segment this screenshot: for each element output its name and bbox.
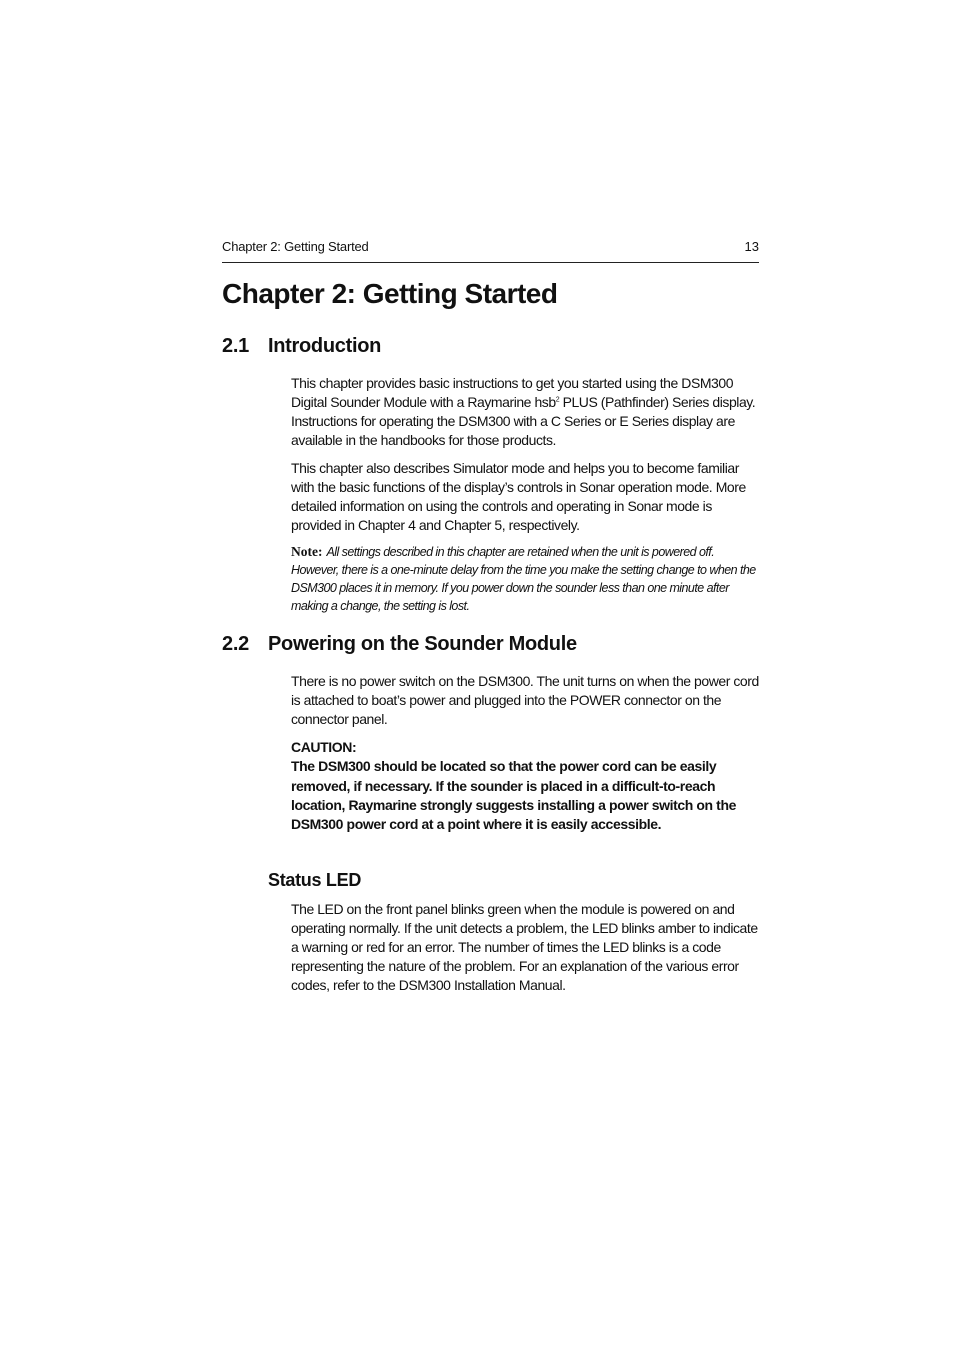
powering-on-paragraph-1: There is no power switch on the DSM300. The unit turns on when the power cord is attached to boat’s power and plugged into the POWER connector on the connector panel. [291,673,759,727]
status-led-paragraph-1: The LED on the front panel blinks green when the module is powered on and operating normally. If the unit detects a problem, the LED blinks amber to indicate a warning or red for an error. The number of times the LED blinks is a code representing the nature of the problem. For an explanation of the various error codes, refer to the DSM300 Installation Manual. [291,901,758,993]
page-number: 13 [744,239,759,254]
introduction-paragraph-1 [291,374,761,450]
section-number: 2.2 [222,633,249,655]
section-heading-introduction [222,335,381,358]
note-text: All settings described in this chapter are retained when the unit is powered off. However, there is a one-minute delay from the time you make the setting change to when the DSM300 places it in memory. If you power down the sounder less than one minute after making a change, the setting is lost. [291,545,756,613]
caution-text: The DSM300 should be located so that the power cord can be easily removed, if necessary. If the sounder is placed in a difficult-to-reach location, Raymarine strongly suggests installing a power switch on the DSM300 power cord at a point where it is easily accessible. [291,758,736,833]
section-title: Introduction [268,335,382,357]
intro-p1-text: This chapter provides basic instructions to get you started using the DSM300 Digital Sounder Module with a Raymarine hsb [291,375,734,410]
section-title: Powering on the Sounder Module [268,633,577,655]
running-header [222,238,759,263]
section-heading-powering-on [222,633,577,656]
note [291,543,761,615]
caution-label: CAUTION: [291,739,357,755]
powering-on-body [291,672,761,834]
status-led-body [291,900,761,995]
section-number: 2.1 [222,335,249,357]
introduction-paragraph-2: This chapter also describes Simulator mode and helps you to become familiar with the basic functions of the display’s controls in Sonar operation mode. More detailed information on using the controls and operating in Sonar mode is provided in Chapter 4 and Chapter 5, respectively. [291,460,746,533]
superscript: 2 [555,396,560,404]
running-header-title: Chapter 2: Getting Started [222,239,369,254]
introduction-body [291,374,761,615]
intro-p1-text-continued: PLUS (Pathfinder) Series display. Instructions for operating the DSM300 with a C Series or E Series display are available in the handbooks for those products. [291,394,756,448]
subheading-status-led: Status LED [268,870,362,890]
chapter-title: Chapter 2: Getting Started [222,278,558,309]
note-label: Note: [291,544,323,559]
